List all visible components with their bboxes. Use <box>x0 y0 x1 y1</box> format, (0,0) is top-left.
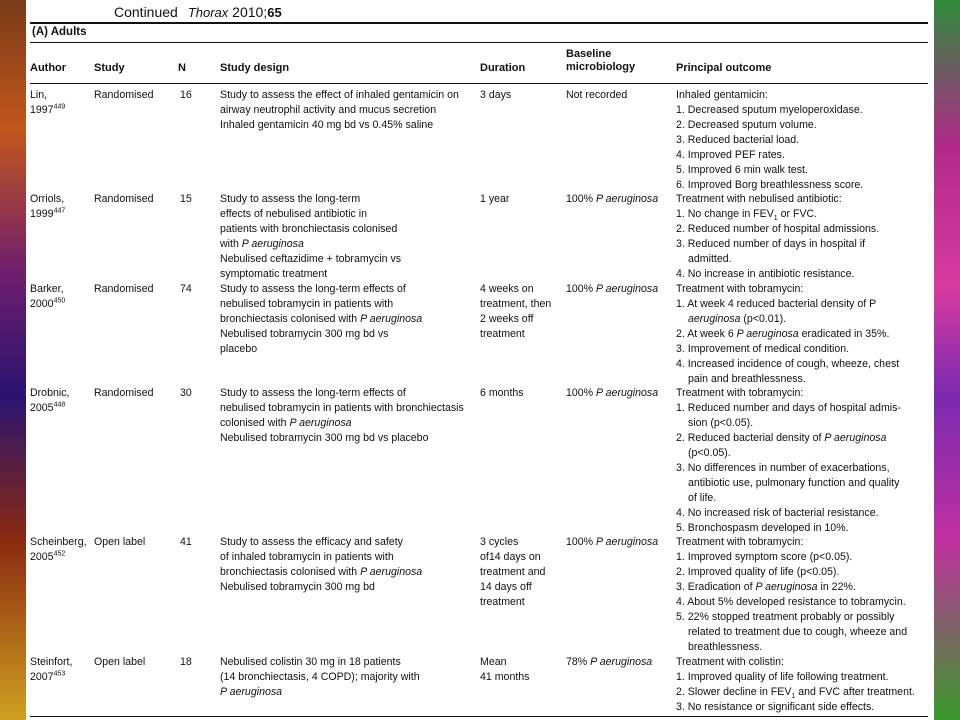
sample-size-cell: 18 <box>180 656 192 668</box>
study-type-cell: Open label <box>94 536 146 548</box>
duration-line: 1 year <box>480 193 510 205</box>
design-line: symptomatic treatment <box>220 268 328 280</box>
duration-line: 3 cycles <box>480 536 519 548</box>
document-page <box>26 0 934 720</box>
duration-cell <box>480 535 545 610</box>
author-name: Orriols, <box>30 193 65 205</box>
continued-header <box>114 4 282 20</box>
outcome-line: Treatment with nebulised antibiotic: <box>676 193 842 205</box>
design-line: nebulised tobramycin in patients with bronchiectasis <box>220 402 464 414</box>
design-line: Nebulised tobramycin 300 mg bd vs <box>220 328 389 340</box>
duration-cell <box>480 386 524 401</box>
outcome-line: 2. Slower decline in $FEV_1$ and FVC after treatment. <box>676 686 915 701</box>
duration-line: treatment, then <box>480 298 552 310</box>
column-header-study-design: Study design <box>220 62 290 74</box>
microbiology-value: 78% P aeruginosa <box>566 656 653 668</box>
outcome-line: 3. Reduced bacterial load. <box>676 134 800 146</box>
outcome-line: 3. Eradication of P aeruginosa in 22%. <box>676 581 856 593</box>
design-line: Nebulised colistin 30 mg in 18 patients <box>220 656 401 668</box>
design-line: with P aeruginosa <box>220 238 304 250</box>
sample-size-cell: 15 <box>180 193 192 205</box>
author-year: 1999$^{447}$ <box>30 207 66 220</box>
outcome-line: of life. <box>688 492 717 504</box>
left-decorative-border <box>0 0 26 720</box>
author-name: Steinfort, <box>30 656 73 668</box>
design-line: Nebulised ceftazidime + tobramycin vs <box>220 253 402 265</box>
design-line: Study to assess the long-term effects of <box>220 283 406 295</box>
outcome-line: 2. Reduced number of hospital admissions. <box>676 223 880 235</box>
journal-name: Thorax <box>187 5 229 20</box>
duration-cell <box>480 282 551 342</box>
outcome-line: 1. Improved symptom score (p<0.05). <box>676 551 853 563</box>
outcome-line: pain and breathlessness. <box>688 373 806 385</box>
column-header-n: N <box>178 62 186 74</box>
author-cell <box>30 386 69 416</box>
outcome-cell <box>676 535 907 655</box>
outcome-line: 4. Increased incidence of cough, wheeze, chest <box>676 358 900 370</box>
author-name: Drobnic, <box>30 387 70 399</box>
sample-size-cell: 30 <box>180 387 192 399</box>
reference-number: 453 <box>53 670 66 678</box>
outcome-cell <box>676 88 863 193</box>
reference-number: 449 <box>53 103 66 111</box>
duration-line: 14 days off <box>480 581 532 593</box>
author-year: 2005$^{448}$ <box>30 401 66 414</box>
sample-size-cell: 74 <box>180 283 192 295</box>
duration-cell <box>480 88 511 103</box>
design-line: colonised with P aeruginosa <box>220 417 352 429</box>
outcome-line: 2. Reduced bacterial density of P aeruginosa <box>676 432 887 444</box>
outcome-line: 5. Bronchospasm developed in 10%. <box>676 522 849 534</box>
outcome-line: 3. Reduced number of days in hospital if <box>676 238 866 250</box>
author-cell <box>30 192 65 222</box>
reference-number: 448 <box>53 401 66 409</box>
reference-number: 452 <box>53 550 66 558</box>
outcome-line: admitted. <box>688 253 732 265</box>
microbiology-value: 100% P aeruginosa <box>566 536 659 548</box>
outcome-line: related to treatment due to cough, wheeze and <box>688 626 908 638</box>
design-line: placebo <box>220 343 258 355</box>
design-line: of inhaled tobramycin in patients with <box>220 551 394 563</box>
outcome-line: 1. Improved quality of life following treatment. <box>676 671 889 683</box>
study-design-cell <box>220 192 401 282</box>
outcome-cell <box>676 655 915 715</box>
right-decorative-border <box>934 0 960 720</box>
design-line: Nebulised tobramycin 300 mg bd vs placebo <box>220 432 429 444</box>
design-line: nebulised tobramycin in patients with <box>220 298 394 310</box>
outcome-line: 1. Reduced number and days of hospital admis- <box>676 402 901 414</box>
outcome-line: 4. About 5% developed resistance to tobramycin. <box>676 596 906 608</box>
design-line: effects of nebulised antibiotic in <box>220 208 368 220</box>
continued-label: Continued <box>114 4 178 20</box>
column-header-baseline-microbiology: Baseline microbiology <box>566 48 636 73</box>
outcome-line: (p<0.05). <box>688 447 731 459</box>
design-line: P aeruginosa <box>220 686 283 698</box>
section-rule <box>30 42 928 43</box>
duration-line: 4 weeks on <box>480 283 534 295</box>
outcome-line: 1. Decreased sputum myeloperoxidase. <box>676 104 863 116</box>
study-design-cell <box>220 88 459 133</box>
study-design-cell <box>220 282 422 357</box>
study-type-cell: Randomised <box>94 193 154 205</box>
header-rule <box>30 83 928 84</box>
outcome-line: 3. Improvement of medical condition. <box>676 343 850 355</box>
outcome-line: sion (p<0.05). <box>688 417 754 429</box>
microbiology-value: 100% P aeruginosa <box>566 387 659 399</box>
duration-line: of14 days on <box>480 551 541 563</box>
author-year: 2000$^{450}$ <box>30 297 66 310</box>
journal-year: 2010; <box>228 4 268 20</box>
study-design-cell <box>220 535 422 595</box>
duration-cell <box>480 655 529 685</box>
study-design-cell <box>220 655 420 700</box>
reference-number: 450 <box>53 297 66 305</box>
outcome-line: antibiotic use, pulmonary function and quality <box>688 477 900 489</box>
outcome-line: Treatment with tobramycin: <box>676 283 804 295</box>
microbiology-value: Not recorded <box>566 89 628 101</box>
reference-number: 447 <box>53 207 66 215</box>
journal-volume: 65 <box>267 5 282 20</box>
sample-size-cell: 16 <box>180 89 192 101</box>
author-name: Barker, <box>30 283 64 295</box>
column-header-duration: Duration <box>480 62 526 74</box>
author-cell <box>30 535 87 565</box>
author-year: 2005$^{452}$ <box>30 550 66 563</box>
outcome-line: 5. Improved 6 min walk test. <box>676 164 808 176</box>
duration-line: 3 days <box>480 89 512 101</box>
design-line: bronchiectasis colonised with P aeruginosa <box>220 566 423 578</box>
outcome-line: 2. Decreased sputum volume. <box>676 119 817 131</box>
duration-line: Mean <box>480 656 507 668</box>
sample-size-cell: 41 <box>180 536 192 548</box>
study-type-cell: Randomised <box>94 387 154 399</box>
outcome-line: Inhaled gentamicin: <box>676 89 768 101</box>
design-line: Inhaled gentamicin 40 mg bd vs 0.45% saline <box>220 119 434 131</box>
author-name: Scheinberg, <box>30 536 87 548</box>
author-year: 2007$^{453}$ <box>30 670 66 683</box>
column-header-author: Author <box>30 62 67 74</box>
duration-line: 6 months <box>480 387 524 399</box>
outcome-cell <box>676 192 879 282</box>
author-year: 1997$^{449}$ <box>30 103 66 116</box>
microbiology-cell <box>566 386 658 401</box>
duration-line: treatment <box>480 596 525 608</box>
duration-line: treatment and <box>480 566 546 578</box>
outcome-line: 4. No increased risk of bacterial resistance. <box>676 507 879 519</box>
outcome-line: 2. Improved quality of life (p<0.05). <box>676 566 840 578</box>
study-design-cell <box>220 386 464 446</box>
microbiology-value: 100% P aeruginosa <box>566 283 659 295</box>
duration-cell <box>480 192 509 207</box>
outcome-line: aeruginosa (p<0.01). <box>688 313 787 325</box>
design-line: (14 bronchiectasis, 4 COPD); majority with <box>220 671 420 683</box>
bottom-rule <box>30 716 928 717</box>
study-type-cell: Randomised <box>94 283 154 295</box>
design-line: bronchiectasis colonised with P aeruginosa <box>220 313 423 325</box>
outcome-line: 4. No increase in antibiotic resistance. <box>676 268 855 280</box>
design-line: Study to assess the long-term effects of <box>220 387 406 399</box>
outcome-cell <box>676 386 901 536</box>
design-line: Study to assess the effect of inhaled gentamicin on <box>220 89 459 101</box>
design-line: Study to assess the efficacy and safety <box>220 536 403 548</box>
outcome-line: Treatment with tobramycin: <box>676 536 804 548</box>
column-header-study: Study <box>94 62 125 74</box>
design-line: Study to assess the long-term <box>220 193 361 205</box>
outcome-line: 2. At week 6 P aeruginosa eradicated in 35%. <box>676 328 890 340</box>
microbiology-cell <box>566 88 627 103</box>
outcome-line: 6. Improved Borg breathlessness score. <box>676 179 864 191</box>
author-cell <box>30 655 72 685</box>
duration-line: treatment <box>480 328 525 340</box>
outcome-cell <box>676 282 899 387</box>
design-line: airway neutrophil activity and mucus secretion <box>220 104 437 116</box>
outcome-line: 3. No differences in number of exacerbations, <box>676 462 890 474</box>
duration-line: 2 weeks off <box>480 313 534 325</box>
outcome-line: 1. At week 4 reduced bacterial density of P <box>676 298 877 310</box>
duration-line: 41 months <box>480 671 530 683</box>
author-name: Lin, <box>30 89 48 101</box>
outcome-line: 5. 22% stopped treatment probably or possibly <box>676 611 895 623</box>
outcome-line: Treatment with tobramycin: <box>676 387 804 399</box>
column-header-principal-outcome: Principal outcome <box>676 62 772 74</box>
top-rule <box>30 22 928 24</box>
design-line: patients with bronchiectasis colonised <box>220 223 398 235</box>
author-cell <box>30 88 65 118</box>
outcome-line: 1. No change in $FEV_1$ or FVC. <box>676 208 818 223</box>
microbiology-value: 100% P aeruginosa <box>566 193 659 205</box>
outcome-line: breathlessness. <box>688 641 763 653</box>
microbiology-cell <box>566 535 658 550</box>
microbiology-cell <box>566 655 652 670</box>
outcome-line: 4. Improved PEF rates. <box>676 149 785 161</box>
outcome-line: 3. No resistance or significant side effects. <box>676 701 875 713</box>
microbiology-cell <box>566 192 658 207</box>
microbiology-cell <box>566 282 658 297</box>
study-type-cell: Randomised <box>94 89 154 101</box>
section-title: (A) Adults <box>32 26 87 38</box>
author-cell <box>30 282 65 312</box>
design-line: Nebulised tobramycin 300 mg bd <box>220 581 375 593</box>
outcome-line: Treatment with colistin: <box>676 656 784 668</box>
study-type-cell: Open label <box>94 656 146 668</box>
